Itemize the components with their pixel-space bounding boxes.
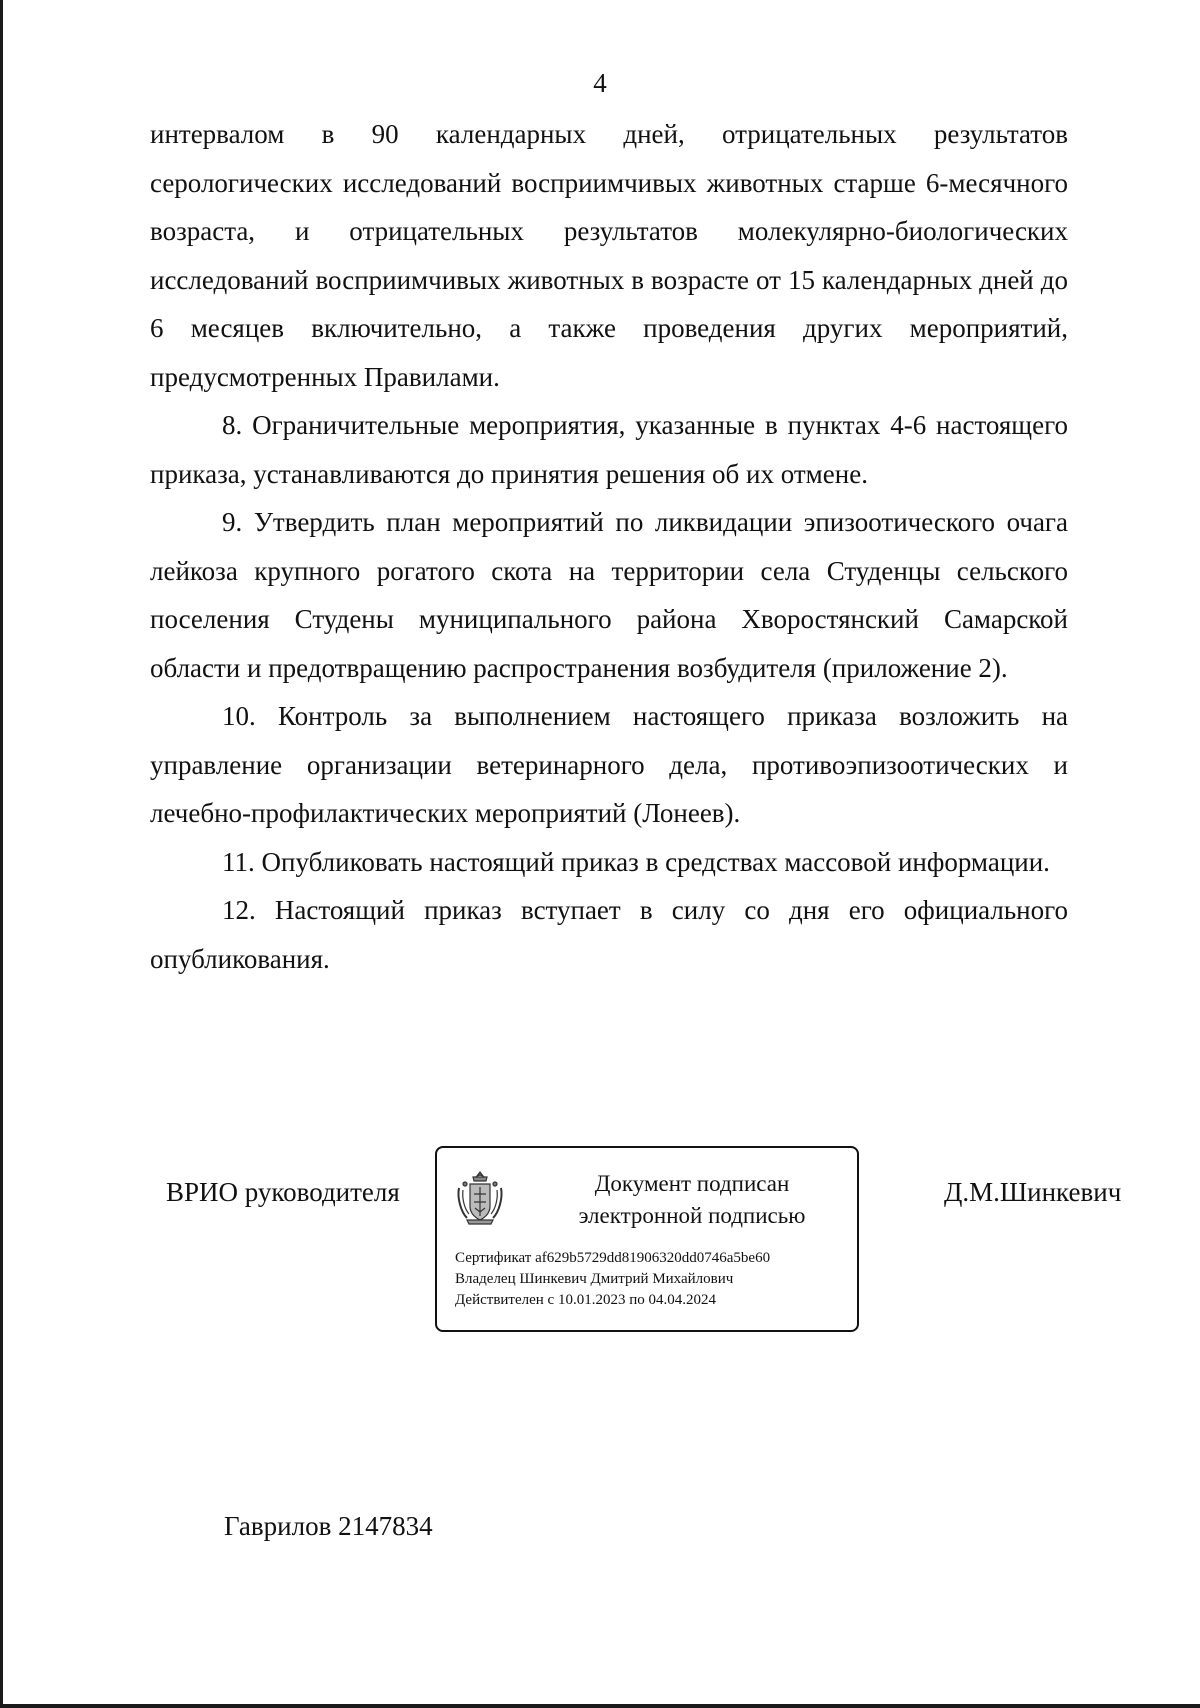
stamp-title-line-1: Документ подписан xyxy=(594,1171,790,1196)
paragraph-item-9: 9. Утвердить план мероприятий по ликвидации эпизоотического очага лейкоза крупного рогатого скота на территории села Студенцы сельского поселения Студены муниципального района Хворостянский Самарской области и предотвращению распространения возбудителя (приложение 2). xyxy=(150,507,1068,683)
stamp-owner: Владелец Шинкевич Дмитрий Михайлович xyxy=(455,1271,734,1287)
stamp-title-line-2: электронной подписью xyxy=(578,1203,806,1228)
signer-name: Д.М.Шинкевич xyxy=(944,1177,1122,1207)
electronic-signature-stamp xyxy=(435,1146,859,1332)
paragraph-item-8: 8. Ограничительные мероприятия, указанные в пунктах 4-6 настоящего приказа, устанавливаются до принятия решения об их отмене. xyxy=(150,410,1068,489)
signer-position: ВРИО руководителя xyxy=(166,1177,400,1207)
paragraph-item-11: 11. Опубликовать настоящий приказ в средствах массовой информации. xyxy=(222,846,1050,877)
stamp-details xyxy=(455,1248,851,1311)
stamp-certificate: Сертификат af629b5729dd81906320dd0746a5be60 xyxy=(455,1250,771,1266)
stamp-title xyxy=(547,1168,837,1232)
paragraph-item-10: 10. Контроль за выполнением настоящего приказа возложить на управление организации ветеринарного дела, противоэпизоотических и лечебно-профилактических мероприятий (Лонеев). xyxy=(150,701,1068,828)
page-number: 4 xyxy=(593,68,607,98)
executor-contact: Гаврилов 2147834 xyxy=(224,1511,433,1541)
paragraph-continuation: интервалом в 90 календарных дней, отрицательных результатов серологических исследований восприимчивых животных старше 6-месячного возраста, и отрицательных результатов молекулярно-биологических исследований восприимчивых животных в возрасте от 15 календарных дней до 6 месяцев включительно, а также проведения других мероприятий, предусмотренных Правилами. xyxy=(150,119,1068,392)
scan-bottom-edge xyxy=(0,1704,1200,1708)
scan-left-edge xyxy=(0,0,3,1708)
paragraph-item-12: 12. Настоящий приказ вступает в силу со дня его официального опубликования. xyxy=(150,895,1068,974)
stamp-validity: Действителен с 10.01.2023 по 04.04.2024 xyxy=(455,1292,716,1308)
document-body xyxy=(150,110,1068,983)
coat-of-arms-icon xyxy=(453,1168,507,1228)
